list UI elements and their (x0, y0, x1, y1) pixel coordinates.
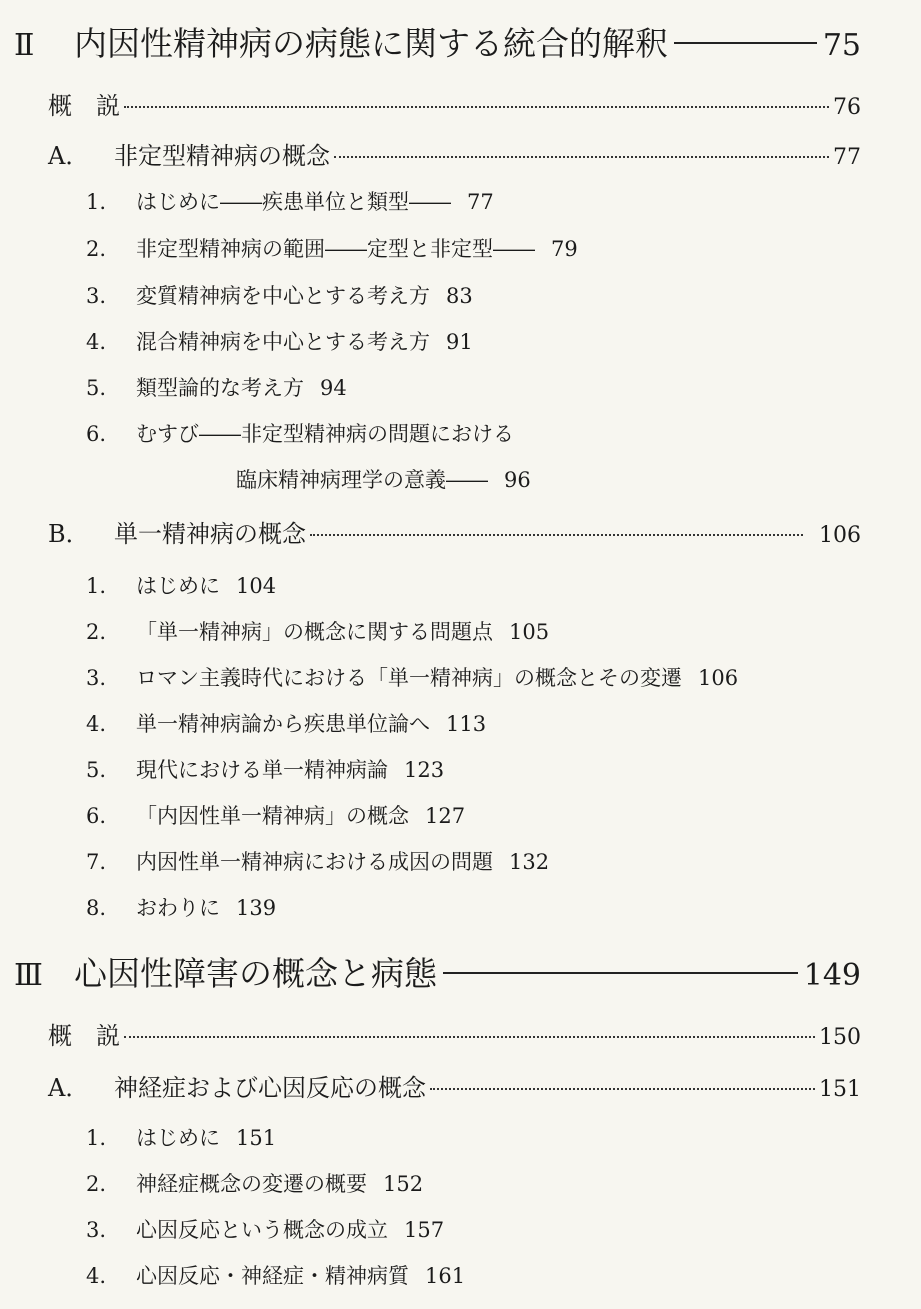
page-number: 91 (446, 330, 473, 354)
item-title: 心因反応という概念の成立 (136, 1218, 388, 1242)
overview-label: 概 説 (48, 92, 120, 120)
page-number: 76 (833, 95, 861, 120)
item-title-continued: 臨床精神病理学の意義―― (236, 468, 488, 492)
item-number: 7. (86, 850, 107, 874)
item-title: 現代における単一精神病論 (136, 758, 388, 782)
item-number: 3. (86, 666, 107, 690)
item-title: 「単一精神病」の概念に関する問題点 (136, 620, 493, 644)
section-label: A． (48, 1074, 90, 1102)
toc-item[interactable] (86, 1260, 861, 1290)
page-number: 152 (383, 1172, 424, 1196)
item-title: 「内因性単一精神病」の概念 (136, 804, 409, 828)
toc-item[interactable] (86, 800, 861, 830)
chapter-3-heading[interactable] (14, 948, 861, 995)
item-title: 単一精神病論から疾患単位論へ (136, 712, 430, 736)
page-number: 132 (509, 850, 550, 874)
item-title: 内因性単一精神病における成因の問題 (136, 850, 493, 874)
toc-item[interactable] (86, 186, 861, 216)
item-number: 2. (86, 620, 107, 644)
section-label: A． (48, 142, 90, 170)
toc-item[interactable] (86, 418, 861, 448)
page-number: 151 (236, 1126, 277, 1150)
leader-dots (124, 106, 829, 108)
item-title: 非定型精神病の範囲――定型と非定型―― (136, 237, 535, 261)
page-number: 77 (833, 145, 861, 170)
toc-item[interactable] (86, 708, 861, 738)
toc-item[interactable] (86, 372, 861, 402)
item-number: 6. (86, 804, 107, 828)
toc-item[interactable] (86, 233, 861, 263)
toc-item[interactable] (86, 846, 861, 876)
toc-item-continuation[interactable] (236, 464, 861, 494)
item-title: はじめに――疾患単位と類型―― (136, 190, 451, 214)
chapter-3-section-a[interactable] (48, 1068, 861, 1103)
section-title: 非定型精神病の概念 (114, 142, 330, 170)
item-title: むすび――非定型精神病の問題における (136, 422, 514, 446)
chapter-2-heading[interactable] (14, 18, 861, 65)
page-number: 75 (822, 28, 861, 63)
page-number: 113 (446, 712, 487, 736)
leader-dots (334, 156, 829, 158)
toc-item[interactable] (86, 1122, 861, 1152)
item-title: 類型論的な考え方 (136, 376, 304, 400)
section-label: B． (48, 520, 90, 548)
leader-line (443, 972, 798, 974)
page-number: 94 (320, 376, 347, 400)
section-title: 神経症および心因反応の概念 (114, 1074, 426, 1102)
toc-item[interactable] (86, 280, 861, 310)
item-title: はじめに (136, 574, 220, 598)
section-title: 単一精神病の概念 (114, 520, 306, 548)
toc-item[interactable] (86, 616, 861, 646)
toc-item[interactable] (86, 754, 861, 784)
page-number: 139 (236, 896, 277, 920)
item-title: 混合精神病を中心とする考え方 (136, 330, 430, 354)
page-number: 149 (803, 958, 861, 993)
toc-item[interactable] (86, 326, 861, 356)
item-number: 6. (86, 422, 107, 446)
item-number: 2. (86, 1172, 107, 1196)
page-number: 123 (404, 758, 445, 782)
page-number: 150 (819, 1025, 861, 1050)
toc-item[interactable] (86, 892, 861, 922)
chapter-numeral: Ⅲ (14, 958, 43, 993)
page-number: 161 (425, 1264, 466, 1288)
item-number: 1. (86, 574, 107, 598)
item-title: 神経症概念の変遷の概要 (136, 1172, 367, 1196)
page-number: 127 (425, 804, 466, 828)
item-number: 4. (86, 712, 107, 736)
leader-dots (310, 534, 803, 536)
item-number: 1. (86, 1126, 107, 1150)
toc-item[interactable] (86, 662, 861, 692)
page-number: 106 (819, 523, 861, 548)
chapter-2-section-b[interactable] (48, 514, 861, 549)
item-title: はじめに (136, 1126, 220, 1150)
chapter-2-section-a[interactable] (48, 136, 861, 171)
page-number: 77 (467, 190, 494, 214)
chapter-3-overview[interactable] (48, 1016, 861, 1051)
page-number: 79 (551, 237, 578, 261)
leader-dots (430, 1088, 815, 1090)
item-title: 変質精神病を中心とする考え方 (136, 284, 430, 308)
overview-label: 概 説 (48, 1022, 120, 1050)
page-number: 106 (698, 666, 739, 690)
chapter-2-overview[interactable] (48, 86, 861, 121)
item-number: 4. (86, 1264, 107, 1288)
item-title: おわりに (136, 896, 220, 920)
item-number: 3. (86, 284, 107, 308)
item-number: 1. (86, 190, 107, 214)
item-number: 5. (86, 376, 107, 400)
item-title: 心因反応・神経症・精神病質 (136, 1264, 409, 1288)
page-number: 157 (404, 1218, 445, 1242)
item-number: 4. (86, 330, 107, 354)
item-number: 5. (86, 758, 107, 782)
page-number: 105 (509, 620, 550, 644)
page-number: 151 (819, 1077, 861, 1102)
leader-dots (124, 1036, 815, 1038)
toc-item[interactable] (86, 1168, 861, 1198)
item-number: 8. (86, 896, 107, 920)
leader-line (674, 42, 817, 44)
chapter-title: 内因性精神病の病態に関する統合的解釈 (74, 24, 668, 63)
page-number: 104 (236, 574, 277, 598)
item-number: 3. (86, 1218, 107, 1242)
chapter-numeral: Ⅱ (14, 28, 35, 63)
item-title: ロマン主義時代における「単一精神病」の概念とその変遷 (136, 666, 682, 690)
chapter-title: 心因性障害の概念と病態 (74, 954, 437, 993)
page-number: 96 (504, 468, 531, 492)
item-number: 2. (86, 237, 107, 261)
page-number: 83 (446, 284, 473, 308)
toc-item[interactable] (86, 1214, 861, 1244)
toc-item[interactable] (86, 570, 861, 600)
